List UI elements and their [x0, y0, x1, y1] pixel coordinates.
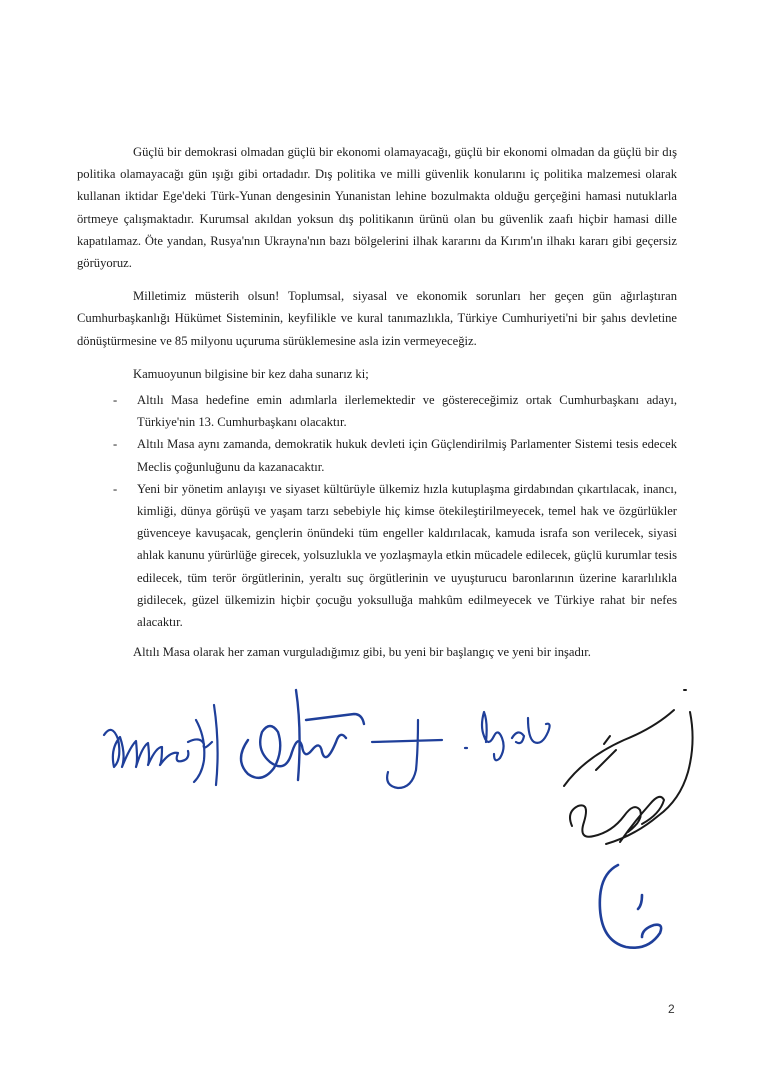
signature-2	[241, 690, 364, 780]
bullet-dash: -	[113, 481, 118, 496]
list-item	[77, 433, 677, 477]
signature-4	[564, 690, 693, 844]
list-item-text: Altılı Masa aynı zamanda, demokratik hukuk devleti için Güçlendirilmiş Parlamenter Sistemi tesis edecek Meclis çoğunluğunu da kazanacaktır.	[137, 437, 677, 474]
signature-5	[600, 865, 661, 948]
signature-1	[104, 705, 218, 785]
list-item	[77, 478, 677, 633]
list-item-text: Altılı Masa hedefine emin adımlarla ilerlemektedir ve göstereceğimiz ortak Cumhurbaşkanı adayı, Türkiye'nin 13. Cumhurbaşkanı olacaktır.	[137, 393, 677, 430]
page-number: 2	[668, 1002, 675, 1016]
bullet-dash: -	[113, 393, 118, 408]
body-text	[77, 141, 677, 674]
list-item-text: Yeni bir yönetim anlayışı ve siyaset kültürüyle ülkemiz hızla kutuplaşma girdabından çıkartılacak, inancı, kimliği, dünya görüşü ve yaşam tarzı sebebiyle hiç kimse ötekileştirilmeyecek, temel hak ve özgürlükler güvenceye kavuşacak, gençlerin önündeki tüm engeller kaldırılacak, kamuda israfa son verilecek, siyasi ahlak kanunu yürürlüğe girecek, yolsuzlukla ve yozlaşmayla etkin mücadele edilecek, güçlü kurumlar tesis edilecek, tüm terör örgütlerinin, yeraltı suç örgütlerinin ve uyuşturucu baronlarının üzerine kararlılıkla gidilecek, güzel ülkemizin hiçbir çocuğu yoksulluğa mahkûm edilmeyecek ve Türkiye rahat bir nefes alacaktır.	[137, 481, 677, 630]
commitments-list	[77, 389, 677, 633]
bullet-dash: -	[113, 437, 118, 452]
signature-3	[372, 712, 550, 788]
paragraph-closing: Altılı Masa olarak her zaman vurguladığımız gibi, bu yeni bir başlangıç ve yeni bir inşadır.	[133, 645, 591, 660]
paragraph-foreign-policy: Güçlü bir demokrasi olmadan güçlü bir ekonomi olamayacağı, güçlü bir ekonomi olmadan da güçlü bir dış politika olamayacağı gün ışığı gibi ortadadır. Dış politika ve milli güvenlik konularını iç politika malzemesi olarak kullanan iktidar Ege'deki Türk-Yunan dengesinin Yunanistan lehine bozulmakta olduğu gerçeğini hamasi nutuklarla örtmeye çalışmaktadır. Kurumsal akıldan yoksun dış politikanın ürünü olan bu güvenlik zaafı hiçbir hamasi dille kapatılamaz. Öte yandan, Rusya'nın Ukrayna'nın bazı bölgelerini ilhak kararını da Kırım'ın ilhakı kararı gibi geçersiz görüyoruz.	[77, 145, 677, 271]
paragraph-reassurance: Milletimiz müsterih olsun! Toplumsal, siyasal ve ekonomik sorunları her geçen gün ağırlaştıran Cumhurbaşkanlığı Hükümet Sisteminin, keyfilikle ve kural tanımazlıkla, Türkiye Cumhuriyeti'ni bir şahıs devletine dönüştürmesine ve 85 milyonu uçuruma sürüklemesine asla izin vermeyeceğiz.	[77, 289, 677, 348]
list-item	[77, 389, 677, 433]
paragraph-announcement-intro: Kamuoyunun bilgisine bir kez daha sunarız ki;	[133, 366, 369, 381]
